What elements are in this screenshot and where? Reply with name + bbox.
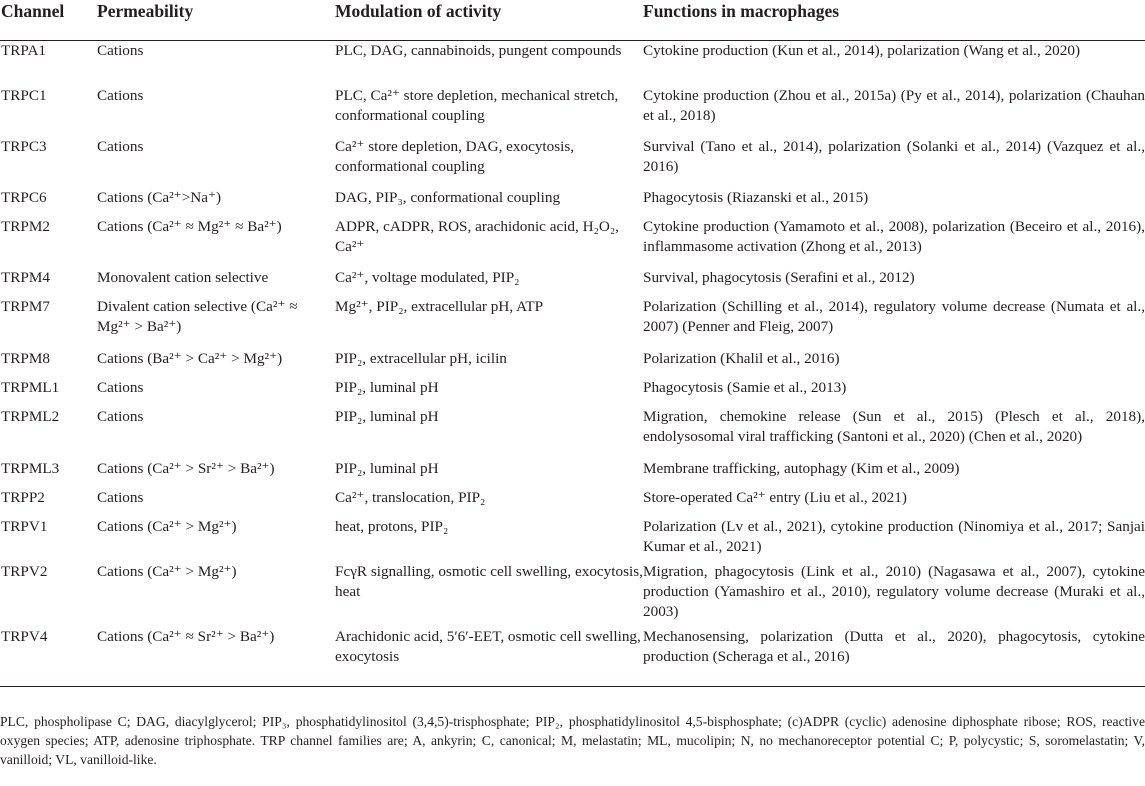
table-row [0,86,1145,137]
table-row [0,268,1145,297]
cell-channel: TRPV4 [0,627,97,687]
cell-functions: Phagocytosis (Riazanski et al., 2015) [643,188,869,206]
cell-channel: TRPV1 [1,517,48,535]
cell-modulation: ADPR, cADPR, ROS, arachidonic acid, H₂O₂, Ca²⁺ [335,217,619,255]
cell-functions: Polarization (Lv et al., 2021), cytokine production (Ninomiya et al., 2017; Sanjai Kumar et al., 2021) [643,517,1145,555]
cell-modulation: PLC, DAG, cannabinoids, pungent compounds [335,42,622,59]
cell-functions: Phagocytosis (Samie et al., 2013) [643,378,847,396]
header-functions: Functions in macrophages [643,0,1145,41]
cell-channel: TRPM4 [1,268,50,286]
cell-channel: TRPP2 [1,488,45,506]
cell-permeability: Cations [97,86,144,104]
cell-modulation: heat, protons, PIP₂ [335,517,449,535]
table-row [0,188,1145,217]
cell-functions: Cytokine production (Kun et al., 2014), polarization (Wang et al., 2020) [643,42,1080,59]
cell-permeability: Cations [97,42,144,59]
cell-functions: Cytokine production (Yamamoto et al., 2008), polarization (Beceiro et al., 2016), inflammasome activation (Zhong et al., 2013) [643,217,1145,255]
cell-functions: Cytokine production (Zhou et al., 2015a) (Py et al., 2014), polarization (Chauhan et al., 2018) [643,86,1145,124]
cell-permeability: Cations (Ca²⁺ ≈ Mg²⁺ ≈ Ba²⁺) [97,217,282,235]
cell-channel: TRPML1 [1,378,60,396]
cell-permeability: Cations (Ca²⁺ ≈ Sr²⁺ > Ba²⁺) [97,627,335,687]
table-row [0,627,1145,687]
cell-permeability: Cations [97,488,144,506]
table-footnote: PLC, phospholipase C; DAG, diacylglycerol; PIP₃, phosphatidylinositol (3,4,5)-trisphosphate; PIP₂, phosphatidylinositol 4,5-bisphosphate; (c)ADPR (cyclic) adenosine diphosphate ribose; ROS, reactive oxygen species; ATP, adenosine triphosphate. TRP channel families are; A, ankyrin; C, canonical; M, melastatin; ML, mucolipin; N, no mechanoreceptor potential C; P, polycystic; S, soromelastatin; V, vanilloid; VL, vanilloid-like. [0,714,1145,767]
cell-channel: TRPC3 [1,137,47,155]
header-row [0,0,1145,41]
cell-functions: Polarization (Khalil et al., 2016) [643,349,840,367]
cell-channel: TRPM2 [1,217,50,235]
table-row [0,517,1145,562]
table-row [0,297,1145,349]
cell-modulation: Ca²⁺, translocation, PIP₂ [335,488,486,506]
cell-permeability: Cations [97,407,144,425]
table-row [0,217,1145,268]
cell-functions: Mechanosensing, polarization (Dutta et al., 2020), phagocytosis, cytokine production (Scheraga et al., 2016) [643,627,1145,687]
cell-permeability: Monovalent cation selective [97,268,269,286]
header-modulation: Modulation of activity [335,0,643,41]
cell-modulation: PIP₂, luminal pH [335,407,439,425]
cell-functions: Survival, phagocytosis (Serafini et al., 2012) [643,268,915,286]
cell-permeability: Divalent cation selective (Ca²⁺ ≈ Mg²⁺ > Ba²⁺) [97,297,298,335]
cell-functions: Polarization (Schilling et al., 2014), regulatory volume decrease (Numata et al., 2007) (Penner and Fleig, 2007) [643,297,1145,335]
header-permeability: Permeability [97,0,335,41]
cell-channel: TRPC6 [1,188,47,206]
cell-modulation: Mg²⁺, PIP₂, extracellular pH, ATP [335,297,544,315]
cell-functions: Store-operated Ca²⁺ entry (Liu et al., 2021) [643,488,907,506]
table-header [0,0,1145,41]
table-row [0,459,1145,488]
cell-functions: Membrane trafficking, autophagy (Kim et al., 2009) [643,459,960,477]
cell-modulation: DAG, PIP₃, conformational coupling [335,188,561,206]
cell-modulation: Arachidonic acid, 5′6′-EET, osmotic cell swelling, exocytosis [335,627,643,687]
cell-modulation: Ca²⁺ store depletion, DAG, exocytosis, conformational coupling [335,137,575,175]
cell-channel: TRPML3 [1,459,60,477]
cell-permeability: Cations (Ba²⁺ > Ca²⁺ > Mg²⁺) [97,349,283,367]
cell-channel: TRPV2 [1,562,48,580]
table-row [0,349,1145,378]
table-body [0,41,1145,687]
cell-permeability: Cations [97,137,144,155]
cell-channel: TRPA1 [1,42,47,59]
table-row [0,41,1145,86]
table-row [0,488,1145,517]
table-row [0,562,1145,627]
cell-functions: Survival (Tano et al., 2014), polarization (Solanki et al., 2014) (Vazquez et al., 2016) [643,137,1145,175]
cell-channel: TRPC1 [1,86,47,104]
cell-modulation: PIP₂, extracellular pH, icilin [335,349,507,367]
cell-functions: Migration, chemokine release (Sun et al., 2015) (Plesch et al., 2018), endolysosomal viral trafficking (Santoni et al., 2020) (Chen et al., 2020) [643,407,1145,445]
cell-permeability: Cations (Ca²⁺ > Mg²⁺) [97,562,237,580]
cell-permeability: Cations [97,378,144,396]
cell-permeability: Cations (Ca²⁺ > Sr²⁺ > Ba²⁺) [97,459,275,477]
cell-functions: Migration, phagocytosis (Link et al., 2010) (Nagasawa et al., 2007), cytokine production (Yamashiro et al., 2010), regulatory volume decrease (Muraki et al., 2003) [643,562,1145,620]
cell-modulation: PLC, Ca²⁺ store depletion, mechanical stretch, conformational coupling [335,86,619,124]
cell-channel: TRPM7 [1,297,50,315]
cell-channel: TRPM8 [1,349,50,367]
cell-modulation: FcγR signalling, osmotic cell swelling, exocytosis, heat [335,562,643,600]
cell-modulation: PIP₂, luminal pH [335,378,439,396]
cell-modulation: Ca²⁺, voltage modulated, PIP₂ [335,268,520,286]
cell-modulation: PIP₂, luminal pH [335,459,439,477]
table-row [0,407,1145,459]
header-channel: Channel [0,0,97,41]
table-row [0,378,1145,407]
cell-permeability: Cations (Ca²⁺ > Mg²⁺) [97,517,237,535]
table-row [0,137,1145,188]
cell-permeability: Cations (Ca²⁺>Na⁺) [97,188,222,206]
cell-channel: TRPML2 [1,407,60,425]
